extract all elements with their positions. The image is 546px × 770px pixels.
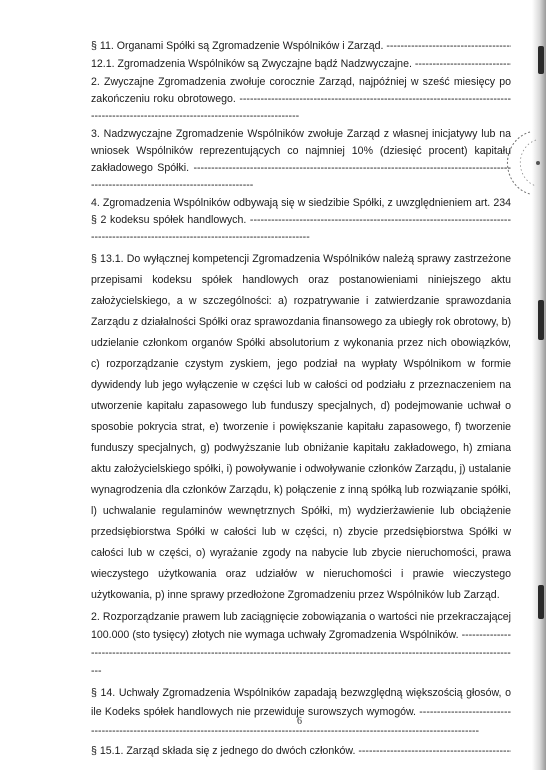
edge-mark bbox=[538, 585, 544, 619]
paragraph-11: § 11. Organami Spółki są Zgromadzenie Wspólników i Zarząd. ----- bbox=[91, 38, 511, 55]
page-number: 6 bbox=[297, 716, 302, 727]
edge-mark bbox=[538, 300, 544, 340]
paragraph-12-3: 3. Nadzwyczajne Zgromadzenie Wspólników zwołuje Zarząd z własnej inicjatywy lub na wniosek Wspólników reprezentujących co najmniej 10% (dziesięć procent) kapitału zakładowego Spółki. ----- bbox=[91, 126, 511, 194]
paragraph-12-2: 2. Zwyczajne Zgromadzenia zwołuje corocznie Zarząd, najpóźniej w sześć miesięcy po zakończeniu roku obrotowego. ----- bbox=[91, 74, 511, 125]
paragraph-12-4: 4. Zgromadzenia Wspólników odbywają się w siedzibie Spółki, z uwzględnieniem art. 234 § 2 kodeksu spółek handlowych. ----- bbox=[91, 195, 511, 246]
edge-mark bbox=[538, 46, 544, 74]
paragraph-14: § 14. Uchwały Zgromadzenia Wspólników zapadają bezwzględną większością głosów, o ile Kodeks spółek handlowych nie przewiduje surowszych wymogów. ----- bbox=[91, 684, 511, 741]
paragraph-13-2: 2. Rozporządzanie prawem lub zaciągnięcie zobowiązania o wartości nie przekraczającej 100.000 (sto tysięcy) złotych nie wymaga uchwały Zgromadzenia Wspólników. ----- bbox=[91, 608, 511, 680]
document-body bbox=[91, 38, 511, 760]
paragraph-15-1: § 15.1. Zarząd składa się z jednego do dwóch członków. ----- bbox=[91, 743, 511, 760]
paragraph-12-1: 12.1. Zgromadzenia Wspólników są Zwyczajne bądź Nadzwyczajne. ----- bbox=[91, 56, 511, 73]
page-edge-shadow bbox=[532, 0, 546, 770]
paragraph-13-1: § 13.1. Do wyłącznej kompetencji Zgromadzenia Wspólników należą sprawy zastrzeżone przepisami kodeksu spółek handlowych oraz postanowieniami niniejszego aktu założycielskiego, a w szczególności: a) rozpatrywanie i zatwierdzanie sprawozdania Zarządu z działalności Spółki oraz sprawozdania finansowego za ubiegły rok obrotowy, b) udzielanie członkom organów Spółki absolutorium z wykonania przez nich obowiązków, c) rozporządzanie czystym zyskiem, jego podział na wypłaty Wspólnikom w formie dywidendy lub jego wyłączenie w części lub w całości od podziału z przeznaczeniem na utworzenie kapitału zapasowego lub funduszy specjalnych, d) podejmowanie uchwał o sposobie pokrycia strat, e) tworzenie i powiększanie kapitału zapasowego, f) tworzenie funduszy specjalnych, g) podwyższanie lub obniżanie kapitału zakładowego, h) zmiana aktu założycielskiego spółki, i) powoływanie i odwoływanie członków Zarządu, j) ustalanie wynagrodzenia dla członków Zarządu, k) połączenie z inną spółką lub rozwiązanie spółki, l) uchwalanie regulaminów wewnętrznych Spółki, m) wydzierżawienie lub obciążenie przedsiębiorstwa Spółki w całości lub w części, n) zbycie przedsiębiorstwa Spółki w całości lub w części, o) wyrażanie zgody na nabycie lub zbycie nieruchomości, prawa wieczystego użytkowania oraz udziałów w nieruchomości i prawie wieczystego użytkowania, p) inne sprawy przedłożone Zgromadzeniu przez Wspólników lub Zarząd. bbox=[91, 253, 511, 601]
